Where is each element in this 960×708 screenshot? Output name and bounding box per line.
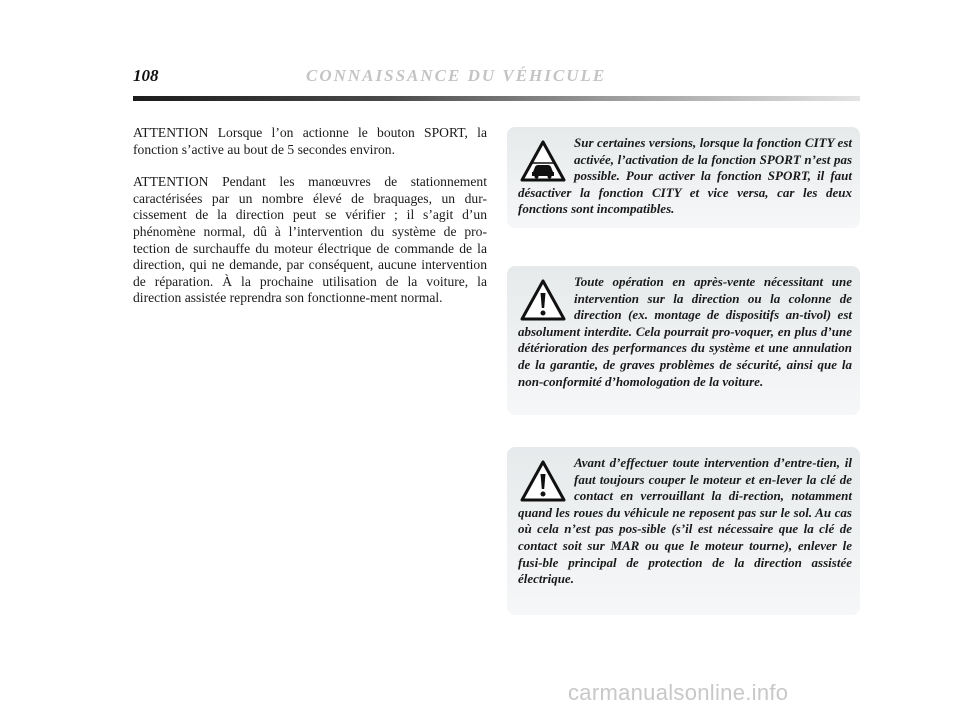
exclamation-warning-icon (520, 278, 566, 322)
warning-box-steering-modification (507, 266, 860, 415)
attention-paragraph-sport: ATTENTION Lorsque l’on actionne le bouton SPORT, la fonction s’active au bout de 5 secondes environ. (133, 125, 487, 157)
body-column (133, 125, 487, 323)
warning-box-maintenance (507, 447, 860, 615)
car-warning-icon (520, 139, 566, 183)
warning-text: Avant d’effectuer toute intervention d’entre-tien, il faut toujours couper le moteur et en-lever la clé de contact en verrouillant la di-rection, notamment quand les roues du véhicule ne reposent pas sur le sol. Au cas où cela n’est pas pos-sible (s’il est nécessaire que la clé de contact soit sur MAR ou que le moteur tourne), enlever le fusi-ble principal de protection de la direction assistée électrique. (518, 455, 852, 587)
running-title: CONNAISSANCE DU VÉHICULE (306, 66, 607, 85)
attention-paragraph-parking: ATTENTION Pendant les manœuvres de stationnement caractérisées par un nombre élevé de braquages, un dur-cissement de la direction peut se vérifier ; il s’agit d’un phénomène normal, dû à l’intervention du système de pro-tection de surchauffe du moteur électrique de commande de la direction, qui ne demande, par conséquent, aucune intervention de réparation. À la prochaine utilisation de la voiture, la direction assistée reprendra son fonctionne-ment normal. (133, 174, 487, 306)
warning-text: Sur certaines versions, lorsque la fonction CITY est activée, l’activation de la fonction SPORT n’est pas possible. Pour activer la fonction SPORT, il faut désactiver la fonction CITY et vice versa, car les deux fonctions sont incompatibles. (518, 135, 852, 217)
warning-text: Toute opération en après-vente nécessitant une intervention sur la direction ou la colonne de direction (ex. montage de dispositifs an-tivol) est absolument interdite. Cela pourrait pro-voquer, en plus d’une détérioration des performances du système et une annulation de la garantie, de graves problèmes de sécurité, ainsi que la non-conformité d’homologation de la voiture. (518, 274, 852, 389)
warning-box-city-sport (507, 127, 860, 228)
watermark: carmanualsonline.info (568, 680, 789, 705)
header-rule (133, 96, 860, 101)
page-number: 108 (133, 66, 159, 85)
exclamation-warning-icon (520, 459, 566, 503)
